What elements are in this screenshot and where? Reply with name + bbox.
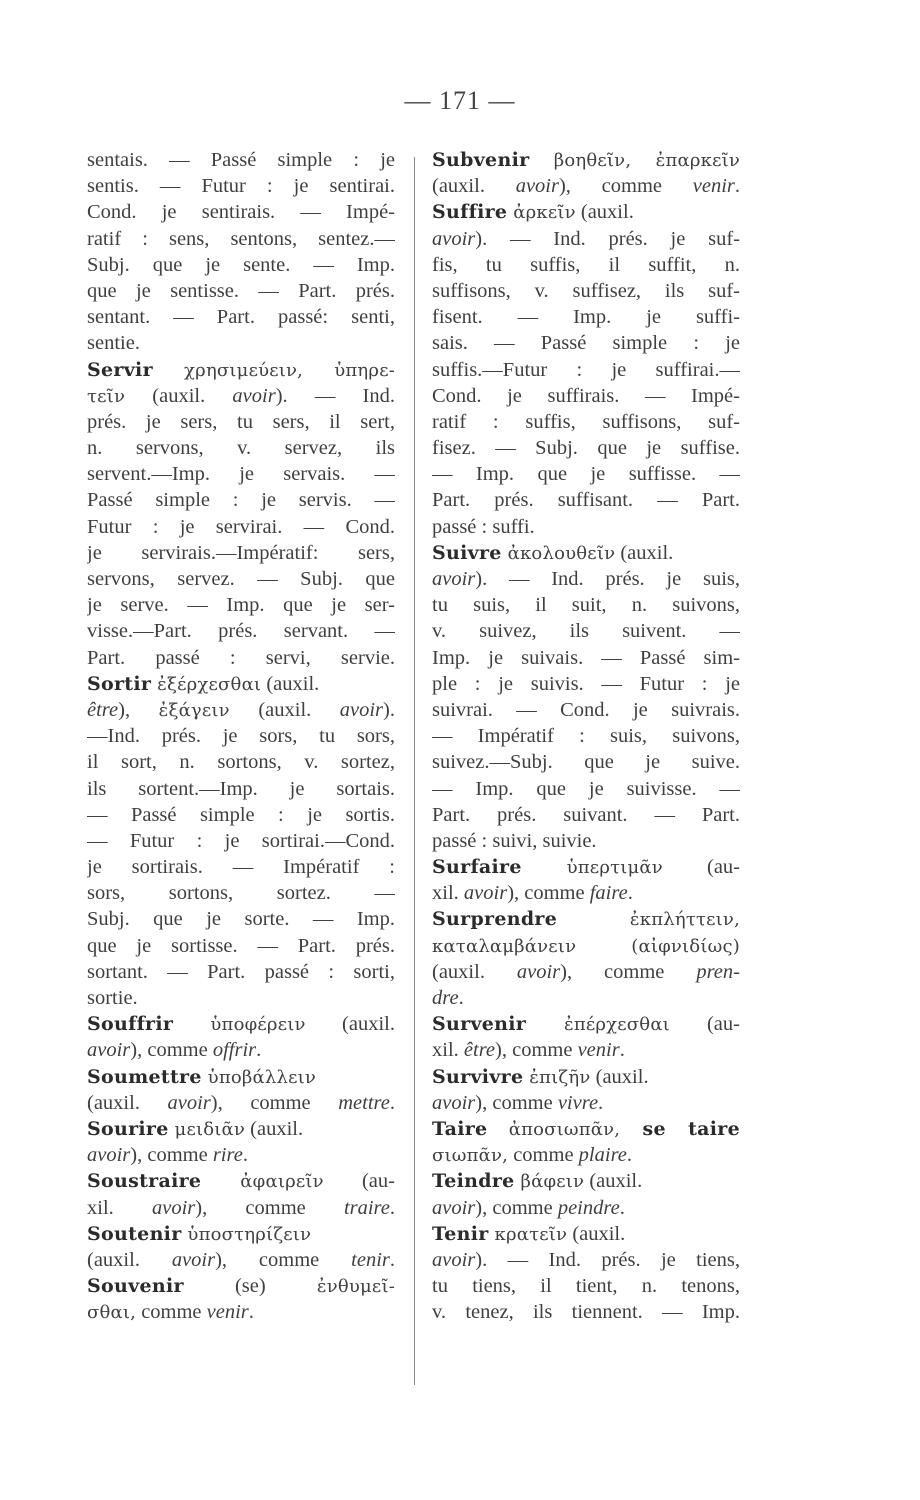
italic-text: avoir bbox=[232, 384, 276, 407]
text-run: ), bbox=[118, 698, 159, 721]
italic-text: offrir bbox=[212, 1039, 257, 1062]
text-line bbox=[432, 1037, 740, 1063]
text-run: (auxil. bbox=[584, 1170, 643, 1193]
text-line bbox=[87, 854, 395, 880]
text-line bbox=[87, 304, 395, 330]
text-run: (auxil. bbox=[245, 1117, 304, 1140]
text-line bbox=[432, 357, 740, 383]
text-run: Cond. je suffirais. — Impé- bbox=[432, 384, 740, 407]
text-run: xil. bbox=[432, 1039, 464, 1062]
text-line bbox=[432, 1090, 740, 1116]
text-line bbox=[87, 1011, 395, 1037]
text-line bbox=[87, 933, 395, 959]
text-run: sentant. — Part. passé: senti, bbox=[87, 306, 395, 329]
text-run: sentis. — Futur : je sentirai. bbox=[87, 175, 395, 198]
text-run: sors, sortons, sortez. — bbox=[87, 882, 395, 905]
text-line bbox=[432, 461, 740, 487]
italic-text: avoir bbox=[463, 882, 508, 905]
text-line bbox=[87, 173, 395, 199]
greek-translation: σθαι, bbox=[87, 1302, 137, 1324]
headword: Soustraire bbox=[87, 1170, 202, 1193]
text-run: comme bbox=[508, 1144, 579, 1167]
text-run: passé : suffi. bbox=[432, 515, 535, 538]
text-run: ), comme bbox=[495, 1039, 578, 1062]
text-run: . bbox=[248, 1301, 254, 1324]
greek-translation: μειδιᾶν bbox=[168, 1118, 246, 1140]
text-run: (auxil. bbox=[567, 1222, 626, 1245]
text-run: visse.—Part. prés. servant. — bbox=[87, 620, 395, 643]
headword: Soumettre bbox=[87, 1065, 202, 1088]
text-line bbox=[87, 487, 395, 513]
italic-text: avoir bbox=[339, 698, 384, 721]
greek-translation: ἀποσιωπᾶν, bbox=[487, 1118, 621, 1140]
text-run: fis, tu suffis, il suffit, n. bbox=[432, 253, 740, 276]
italic-text: avoir bbox=[171, 1248, 216, 1271]
text-line bbox=[432, 487, 740, 513]
text-line bbox=[87, 985, 395, 1011]
text-run: ). — Ind. prés. je tiens, bbox=[475, 1248, 740, 1271]
text-run: . bbox=[458, 987, 464, 1009]
text-run: Futur : je servirai. — Cond. bbox=[87, 515, 395, 538]
text-line bbox=[87, 697, 395, 723]
text-run: sentie. bbox=[87, 332, 140, 355]
headword: Sourire bbox=[87, 1117, 169, 1140]
text-run: Cond. je sentirais. — Impé- bbox=[87, 201, 395, 224]
italic-text: avoir bbox=[432, 1091, 476, 1114]
text-run: que je sortisse. — Part. prés. bbox=[87, 934, 395, 957]
text-line bbox=[432, 1064, 740, 1090]
text-line bbox=[432, 1247, 740, 1273]
text-line bbox=[432, 880, 740, 906]
text-line bbox=[87, 802, 395, 828]
text-line bbox=[87, 540, 395, 566]
text-line bbox=[87, 645, 395, 671]
italic-text: avoir bbox=[516, 960, 561, 983]
italic-text: pren- bbox=[696, 960, 740, 983]
text-line bbox=[87, 383, 395, 409]
text-run: v. suivez, ils suivent. — bbox=[432, 620, 740, 643]
text-line bbox=[432, 304, 740, 330]
italic-text: rire bbox=[212, 1144, 243, 1167]
text-line bbox=[432, 409, 740, 435]
headword: Souvenir bbox=[87, 1275, 184, 1298]
text-line bbox=[432, 514, 740, 540]
text-line bbox=[87, 880, 395, 906]
text-run: sais. — Passé simple : je bbox=[432, 332, 740, 355]
text-line bbox=[432, 959, 740, 985]
text-run: (auxil. bbox=[575, 201, 634, 224]
italic-text: avoir bbox=[151, 1196, 196, 1219]
greek-translation: ἀφαιρεῖν bbox=[201, 1171, 324, 1193]
text-run: il sort, n. sortons, v. sortez, bbox=[87, 751, 395, 774]
text-run: (auxil. bbox=[125, 384, 233, 407]
text-line bbox=[432, 933, 740, 959]
text-run: v. tenez, ils tiennent. — Imp. bbox=[432, 1301, 740, 1324]
text-line bbox=[432, 828, 740, 854]
text-run: (auxil. bbox=[305, 1013, 395, 1036]
headword: Subvenir bbox=[432, 149, 530, 171]
text-run: (auxil. bbox=[87, 1091, 168, 1114]
text-line bbox=[87, 723, 395, 749]
headword: Tenir bbox=[432, 1222, 489, 1245]
page-number: — 171 — bbox=[404, 86, 516, 115]
greek-translation: ἐπιζῆν bbox=[523, 1066, 591, 1088]
text-run: Subj. que je sorte. — Imp. bbox=[87, 908, 395, 931]
greek-translation: βοηθεῖν, ἐπαρκεῖν bbox=[529, 150, 740, 171]
text-line bbox=[432, 723, 740, 749]
headword: Surprendre bbox=[432, 908, 558, 931]
text-run: sortie. bbox=[87, 987, 138, 1009]
text-run: ), comme bbox=[210, 1091, 339, 1114]
text-run: ple : je suivis. — Futur : je bbox=[432, 672, 740, 695]
text-run: — Imp. que je suivisse. — bbox=[432, 777, 740, 800]
text-run: ). bbox=[383, 698, 395, 721]
text-line bbox=[87, 409, 395, 435]
italic-text: être bbox=[463, 1039, 496, 1062]
headword: Suffire bbox=[432, 201, 508, 224]
greek-translation: ὑποστηρίζειν bbox=[181, 1223, 312, 1245]
text-line bbox=[432, 435, 740, 461]
italic-text: avoir bbox=[432, 1196, 476, 1219]
text-run: — Imp. que je suffisse. — bbox=[432, 463, 740, 486]
text-line bbox=[87, 461, 395, 487]
text-line bbox=[432, 226, 740, 252]
text-line bbox=[87, 1142, 395, 1168]
text-line bbox=[432, 330, 740, 356]
headword: Taire bbox=[432, 1117, 488, 1140]
italic-text: venir bbox=[692, 175, 735, 198]
text-line bbox=[432, 199, 740, 225]
text-line bbox=[432, 749, 740, 775]
text-line bbox=[87, 959, 395, 985]
text-run: sortant. — Part. passé : sorti, bbox=[87, 960, 395, 983]
text-run: . bbox=[389, 1248, 395, 1271]
italic-text: venir bbox=[577, 1039, 620, 1062]
text-line bbox=[87, 1037, 395, 1063]
text-line bbox=[432, 1142, 740, 1168]
text-run: suffis.—Futur : je suffirai.— bbox=[432, 358, 740, 381]
italic-text: avoir bbox=[87, 1039, 131, 1062]
italic-text: être bbox=[87, 698, 119, 721]
text-run: suivez.—Subj. que je suive. bbox=[432, 751, 740, 774]
headword: Survenir bbox=[432, 1013, 527, 1036]
text-line bbox=[432, 566, 740, 592]
text-run: . bbox=[734, 175, 740, 198]
text-run: Part. prés. suivant. — Part. bbox=[432, 803, 740, 826]
headword: se taire bbox=[620, 1117, 740, 1140]
text-line bbox=[87, 1064, 395, 1090]
text-run: n. servons, v. servez, ils bbox=[87, 437, 395, 460]
text-run: xil. bbox=[432, 882, 464, 905]
text-run: . bbox=[619, 1196, 625, 1219]
text-line bbox=[87, 618, 395, 644]
text-run: (auxil. bbox=[261, 672, 320, 695]
greek-translation: καταλαμβάνειν (αἰφνιδίως) bbox=[432, 935, 740, 957]
text-run: passé : suivi, suivie. bbox=[432, 829, 597, 852]
text-run: (se) bbox=[183, 1275, 317, 1298]
greek-translation: ἐξάγειν bbox=[158, 699, 230, 721]
greek-translation: ἐνθυμεῖ- bbox=[316, 1276, 395, 1298]
text-line bbox=[87, 357, 395, 383]
text-run: servent.—Imp. je servais. — bbox=[87, 463, 395, 486]
text-run: ), comme bbox=[195, 1196, 344, 1219]
text-run: servons, servez. — Subj. que bbox=[87, 568, 395, 590]
text-run: xil. bbox=[87, 1196, 152, 1219]
text-line bbox=[432, 592, 740, 618]
text-line bbox=[87, 435, 395, 461]
text-run: ratif : suffis, suffisons, suf- bbox=[432, 410, 740, 433]
text-run: tu tiens, il tient, n. tenons, bbox=[432, 1275, 740, 1298]
italic-text: venir bbox=[206, 1301, 249, 1324]
text-line bbox=[87, 1221, 395, 1247]
text-run: ). — Ind. bbox=[275, 384, 395, 407]
headword: Teindre bbox=[432, 1170, 515, 1193]
italic-text: tenir bbox=[351, 1248, 390, 1271]
headword: Servir bbox=[87, 358, 153, 381]
text-run: . bbox=[389, 1091, 395, 1114]
left-column bbox=[87, 147, 395, 1325]
text-line bbox=[432, 1273, 740, 1299]
italic-text: peindre bbox=[557, 1196, 620, 1219]
text-line bbox=[87, 1168, 395, 1194]
text-line bbox=[87, 1247, 395, 1273]
text-run: —Ind. prés. je sors, tu sors, bbox=[87, 725, 395, 748]
greek-translation: ἐκπλήττειν, bbox=[557, 909, 740, 931]
text-run: ratif : sens, sentons, sentez.— bbox=[87, 227, 395, 250]
text-run: (auxil. bbox=[590, 1065, 649, 1088]
text-run: que je sentisse. — Part. prés. bbox=[87, 279, 395, 302]
text-run: — Futur : je sortirai.—Cond. bbox=[87, 829, 395, 852]
text-run: suffisons, v. suffisez, ils suf- bbox=[432, 279, 740, 302]
italic-text: avoir bbox=[515, 175, 559, 198]
text-line bbox=[87, 566, 395, 592]
text-line bbox=[87, 1273, 395, 1299]
text-line bbox=[87, 514, 395, 540]
headword: Souffrir bbox=[87, 1013, 174, 1036]
greek-translation: ἀκολουθεῖν bbox=[501, 542, 616, 564]
text-run: ). — Ind. prés. je suis, bbox=[475, 568, 740, 590]
text-line bbox=[432, 1011, 740, 1037]
text-line bbox=[432, 383, 740, 409]
italic-text: plaire bbox=[578, 1144, 627, 1167]
text-line bbox=[87, 592, 395, 618]
text-run: (auxil. bbox=[432, 960, 517, 983]
text-line bbox=[87, 1299, 395, 1325]
text-line bbox=[432, 671, 740, 697]
text-line bbox=[432, 985, 740, 1011]
text-run: prés. je sers, tu sers, il sert, bbox=[87, 410, 395, 433]
greek-translation: ἀρκεῖν bbox=[507, 202, 576, 224]
greek-translation: ἐπέρχεσθαι bbox=[526, 1014, 670, 1036]
text-run: ), comme bbox=[475, 1091, 558, 1114]
italic-text: avoir bbox=[432, 227, 476, 250]
text-line bbox=[87, 1195, 395, 1221]
text-line bbox=[87, 226, 395, 252]
text-line bbox=[87, 252, 395, 278]
italic-text: mettre bbox=[338, 1091, 390, 1114]
text-line bbox=[87, 671, 395, 697]
headword: Surfaire bbox=[432, 856, 522, 879]
text-line bbox=[87, 278, 395, 304]
right-column bbox=[432, 147, 740, 1325]
text-run: je sortirais. — Impératif : bbox=[87, 856, 395, 879]
text-line bbox=[87, 147, 395, 173]
text-line bbox=[432, 1168, 740, 1194]
italic-text: dre bbox=[432, 987, 459, 1009]
text-run: (au- bbox=[669, 1013, 740, 1036]
headword: Survivre bbox=[432, 1065, 524, 1088]
text-run: — Passé simple : je sortis. bbox=[87, 803, 395, 826]
text-line bbox=[432, 802, 740, 828]
text-line bbox=[432, 1195, 740, 1221]
text-run: . bbox=[242, 1144, 248, 1167]
text-run: je servirais.—Impératif: sers, bbox=[87, 541, 395, 564]
text-run: (auxil. bbox=[229, 698, 340, 721]
text-line bbox=[432, 618, 740, 644]
text-line bbox=[432, 776, 740, 802]
italic-text: avoir bbox=[167, 1091, 211, 1114]
text-line bbox=[87, 330, 395, 356]
text-line bbox=[87, 1116, 395, 1142]
text-line bbox=[87, 199, 395, 225]
italic-text: vivre bbox=[557, 1091, 599, 1114]
text-run: . bbox=[619, 1039, 625, 1062]
text-run: (auxil. bbox=[87, 1248, 172, 1271]
text-run: Subj. que je sente. — Imp. bbox=[87, 253, 395, 276]
text-run: . bbox=[389, 1196, 395, 1219]
text-run: . bbox=[598, 1091, 604, 1114]
text-run: suivrai. — Cond. je suivrais. bbox=[432, 698, 740, 721]
text-run: . bbox=[626, 1144, 633, 1167]
headword: Soutenir bbox=[87, 1222, 182, 1245]
text-run: — Impératif : suis, suivons, bbox=[432, 725, 740, 748]
greek-translation: ἐξέρχεσθαι bbox=[151, 673, 262, 695]
text-line bbox=[432, 1221, 740, 1247]
text-run: (auxil. bbox=[615, 541, 674, 564]
greek-translation: ὑποφέρειν bbox=[173, 1014, 306, 1036]
greek-translation: χρησιμεύειν, ὑπηρε- bbox=[152, 359, 395, 381]
text-run: ), comme bbox=[560, 960, 697, 983]
text-line bbox=[87, 1090, 395, 1116]
text-run: ), comme bbox=[507, 882, 590, 905]
text-line bbox=[87, 828, 395, 854]
text-run: fisent. — Imp. je suffi- bbox=[432, 306, 740, 329]
text-line bbox=[87, 906, 395, 932]
italic-text: faire bbox=[589, 882, 628, 905]
greek-translation: ὑπερτιμᾶν bbox=[521, 857, 663, 879]
text-line bbox=[432, 252, 740, 278]
italic-text: traire bbox=[343, 1196, 390, 1219]
text-line bbox=[432, 278, 740, 304]
text-run: Imp. je suivais. — Passé sim- bbox=[432, 646, 740, 669]
text-run: ils sortent.—Imp. je sortais. bbox=[87, 777, 395, 800]
text-run: (au- bbox=[323, 1170, 395, 1193]
text-run: fisez. — Subj. que je suffise. bbox=[432, 437, 740, 460]
column-divider bbox=[414, 157, 415, 1385]
text-line bbox=[432, 906, 740, 932]
text-run: (au- bbox=[662, 856, 740, 879]
italic-text: avoir bbox=[432, 568, 476, 590]
text-line bbox=[432, 173, 740, 199]
headword: Sortir bbox=[87, 672, 152, 695]
text-run: ), comme bbox=[558, 175, 693, 198]
text-line bbox=[432, 147, 740, 173]
text-run: ), comme bbox=[475, 1196, 558, 1219]
text-line bbox=[432, 540, 740, 566]
italic-text: avoir bbox=[432, 1248, 476, 1271]
text-run: Passé simple : je servis. — bbox=[87, 489, 395, 512]
text-run: Part. passé : servi, servie. bbox=[87, 646, 395, 669]
text-line bbox=[432, 697, 740, 723]
italic-text: avoir bbox=[87, 1144, 131, 1167]
greek-translation: σιωπᾶν, bbox=[432, 1145, 509, 1167]
headword: Suivre bbox=[432, 541, 502, 564]
text-line bbox=[432, 1116, 740, 1142]
text-line bbox=[87, 749, 395, 775]
greek-translation: βάφειν bbox=[514, 1171, 585, 1193]
text-run: sentais. — Passé simple : je bbox=[87, 149, 395, 171]
text-run: Part. prés. suffisant. — Part. bbox=[432, 489, 740, 512]
text-run: . bbox=[627, 882, 633, 905]
text-run: comme bbox=[136, 1301, 207, 1324]
text-line bbox=[432, 645, 740, 671]
text-run: ), comme bbox=[130, 1039, 213, 1062]
text-run: tu suis, il suit, n. suivons, bbox=[432, 594, 740, 617]
text-line bbox=[432, 1299, 740, 1325]
text-line bbox=[432, 854, 740, 880]
greek-translation: ὑποβάλλειν bbox=[201, 1066, 316, 1088]
greek-translation: κρατεῖν bbox=[488, 1223, 568, 1245]
text-run: ), comme bbox=[215, 1248, 352, 1271]
text-run: je serve. — Imp. que je ser- bbox=[87, 594, 395, 617]
text-run: . bbox=[256, 1039, 262, 1062]
text-line bbox=[87, 776, 395, 802]
text-run: ), comme bbox=[130, 1144, 213, 1167]
text-run: ). — Ind. prés. je suf- bbox=[475, 227, 740, 250]
greek-translation: τεῖν bbox=[87, 385, 126, 407]
text-run: (auxil. bbox=[432, 175, 516, 198]
